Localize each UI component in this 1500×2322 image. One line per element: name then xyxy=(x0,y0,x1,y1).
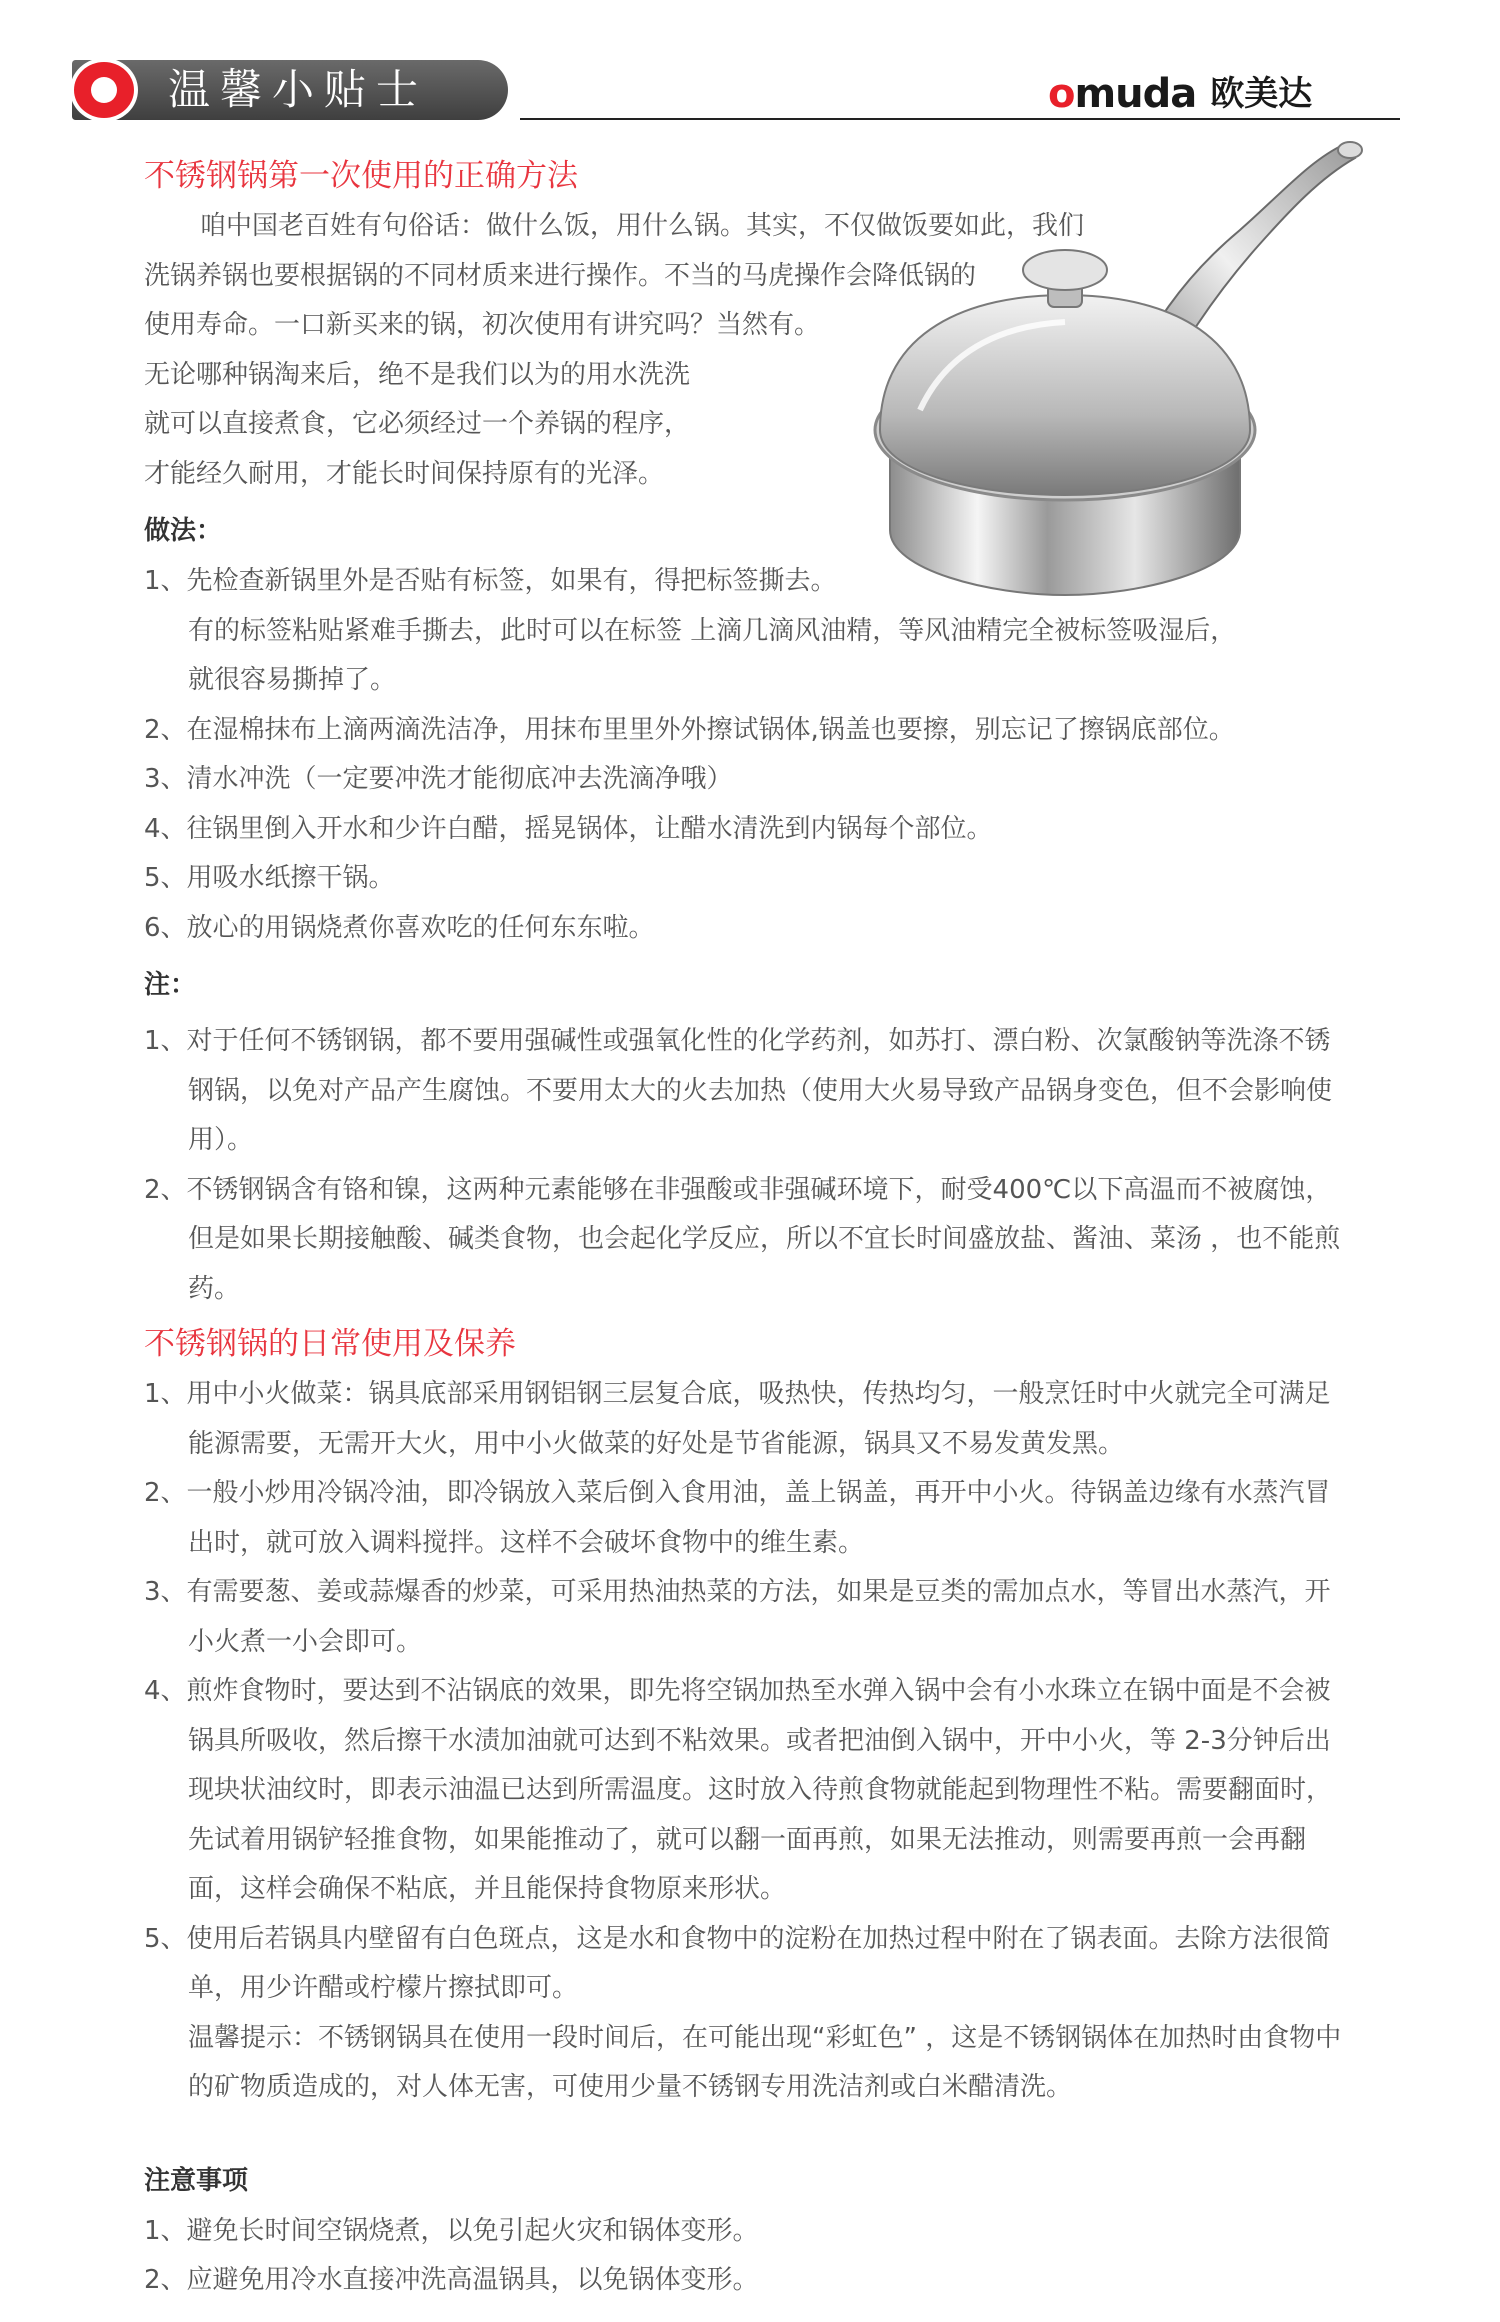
brand-latin: omuda xyxy=(1048,71,1197,117)
note-item: 1、对于任何不锈钢锅，都不要用强碱性或强氧化性的化学药剂，如苏打、漂白粉、次氯酸钠等洗涤不锈钢锅，以免对产品产生腐蚀。不要用太大的火去加热（使用大火易导致产品锅身变色，但不会影响使用）。 xyxy=(144,1026,1333,1155)
section-title-first-use: 不锈钢锅第一次使用的正确方法 xyxy=(144,158,578,194)
step-item: 5、用吸水纸擦干锅。 xyxy=(144,863,395,893)
section-title-daily-care: 不锈钢锅的日常使用及保养 xyxy=(144,1326,516,1362)
intro-line: 使用寿命。一口新买来的锅，初次使用有讲究吗？当然有。 xyxy=(144,310,821,340)
care-item: 1、用中小火做菜：锅具底部采用钢铝钢三层复合底，吸热快，传热均匀，一般烹饪时中火就完全可满足能源需要，无需开大火，用中小火做菜的好处是节省能源，锅具又不易发黄发黑。 xyxy=(144,1379,1331,1459)
article xyxy=(144,150,1356,2306)
brand-cn: 欧美达 xyxy=(1210,74,1313,114)
intro-line: 洗锅养锅也要根据锅的不同材质来进行操作。不当的马虎操作会降低锅的 xyxy=(144,260,977,291)
care-item: 5、使用后若锅具内壁留有白色斑点，这是水和食物中的淀粉在加热过程中附在了锅表面。去除方法很简单，用少许醋或柠檬片擦拭即可。 xyxy=(144,1923,1331,2003)
intro-line: 无论哪种锅淘来后，绝不是我们以为的用水洗洗 xyxy=(144,359,691,390)
care-tip: 温馨提示：不锈钢锅具在使用一段时间后，在可能出现“彩虹色” ，这是不锈钢锅体在加热时由食物中的矿物质造成的，对人体无害，可使用少量不锈钢专用洗洁剂或白米醋清洗。 xyxy=(188,2022,1342,2102)
method-label: 做法： xyxy=(144,516,223,546)
header xyxy=(0,0,1500,130)
step-item: 2、在湿棉抹布上滴两滴洗洁净，用抹布里里外外擦试锅体,锅盖也要擦，别忘记了擦锅底部位。 xyxy=(144,714,1235,745)
step-item: 3、清水冲洗（一定要冲洗才能彻底冲去洗滴净哦） xyxy=(144,764,733,794)
precautions-title: 注意事项 xyxy=(144,2165,249,2196)
step-item: 6、放心的用锅烧煮你喜欢吃的任何东东啦。 xyxy=(144,912,655,943)
step-item: 4、往锅里倒入开水和少许白醋，摇晃锅体，让醋水清洗到内锅每个部位。 xyxy=(144,813,993,844)
intro-line: 就可以直接煮食，它必须经过一个养锅的程序， xyxy=(144,409,691,439)
note-label: 注： xyxy=(144,970,197,1000)
care-item: 2、一般小炒用冷锅冷油，即冷锅放入菜后倒入食用油，盖上锅盖，再开中小火。待锅盖边缘有水蒸汽冒出时，就可放入调料搅拌。这样不会破坏食物中的维生素。 xyxy=(144,1478,1331,1558)
care-item: 3、有需要葱、姜或蒜爆香的炒菜，可采用热油热菜的方法，如果是豆类的需加点水，等冒出水蒸汽，开小火煮一小会即可。 xyxy=(144,1577,1331,1657)
intro-line: 咱中国老百姓有句俗话：做什么饭，用什么锅。其实，不仅做饭要如此，我们 xyxy=(200,211,1085,241)
step-item: 1、先检查新锅里外是否贴有标签，如果有，得把标签撕去。 xyxy=(144,566,837,596)
page-title: 温馨小贴士 xyxy=(168,65,429,114)
precaution-item: 2、应避免用冷水直接冲洗高温锅具，以免锅体变形。 xyxy=(144,2265,759,2295)
note-item: 2、不锈钢锅含有铬和镍，这两种元素能够在非强酸或非强碱环境下，耐受400℃以下高温而不被腐蚀，但是如果长期接触酸、碱类食物，也会起化学反应，所以不宜长时间盛放盐、酱油、菜汤 ，也不能煎药。 xyxy=(144,1174,1341,1304)
intro-line: 才能经久耐用，才能长时间保持原有的光泽。 xyxy=(144,458,665,489)
spacer xyxy=(144,2113,1356,2155)
step-continuation: 就很容易撕掉了。 xyxy=(188,665,397,695)
dot-center xyxy=(91,77,117,103)
brand-logo xyxy=(1048,68,1312,116)
step-continuation: 有的标签粘贴紧难手撕去，此时可以在标签 上滴几滴风油精，等风油精完全被标签吸湿后， xyxy=(188,615,1237,646)
precaution-item: 1、避免长时间空锅烧煮，以免引起火灾和锅体变形。 xyxy=(144,2215,759,2246)
care-item: 4、煎炸食物时，要达到不沾锅底的效果，即先将空锅加热至水弹入锅中会有小水珠立在锅中面是不会被锅具所吸收，然后擦干水渍加油就可达到不粘效果。或者把油倒入锅中，开中小火，等 2-3分钟后出现块状油纹时，即表示油温已达到所需温度。这时放入待煎食物就能起到物理性不粘。需要翻面时，先试着用锅铲轻推食物，如果能推动了，就可以翻一面再煎，如果无法推动，则需要再煎一会再翻面，这样会确保不粘底，并且能保持食物原来形状。 xyxy=(144,1676,1333,1904)
header-divider xyxy=(520,118,1400,120)
